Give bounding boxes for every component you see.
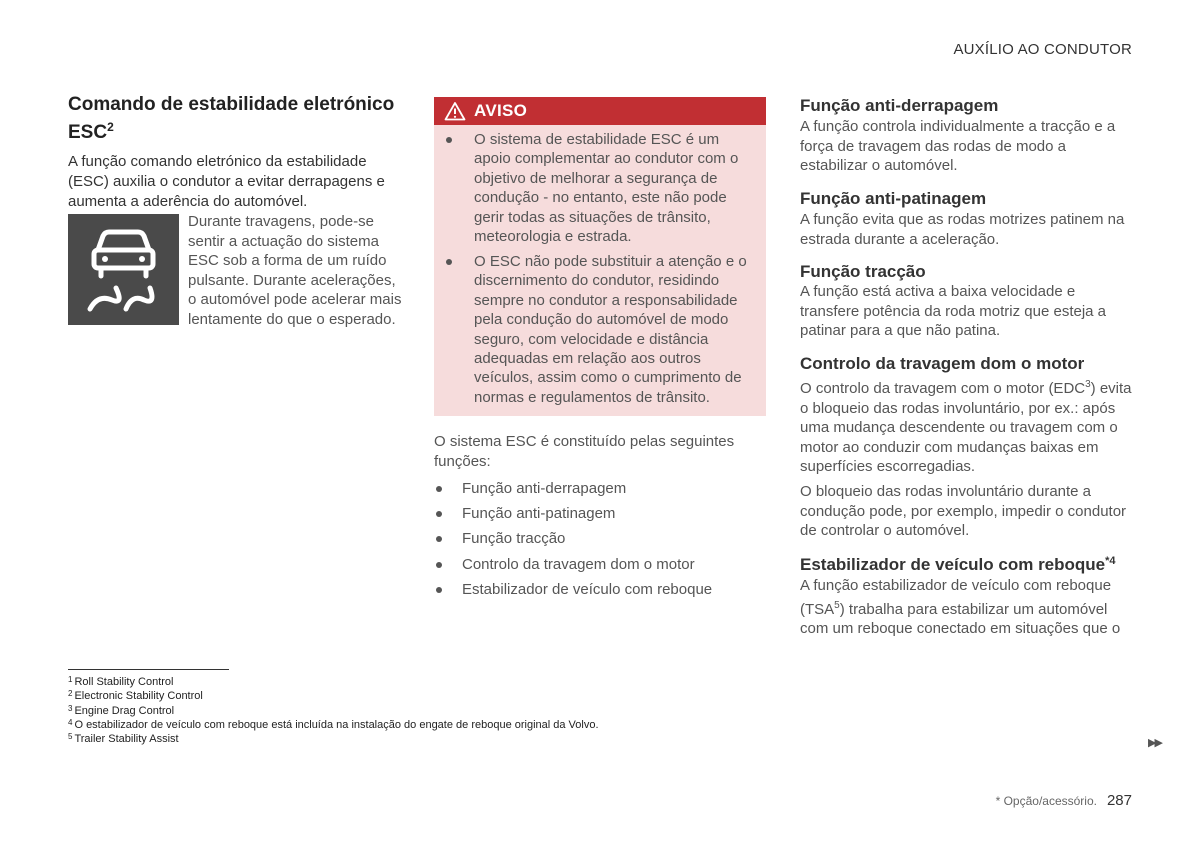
warning-header	[434, 97, 766, 125]
footer	[996, 792, 1132, 809]
footnote-divider	[68, 669, 229, 670]
footnote: $^3$ Engine Drag Control	[68, 704, 175, 717]
list-item: Função tracção	[462, 530, 566, 547]
bullet-dot	[436, 562, 442, 568]
functions-intro: O sistema ESC é constituído pelas seguintes funções:	[434, 433, 735, 470]
section-body-anti-skid: A função controla individualmente a tracção e a força de travagem das rodas de modo a estabilizar o automóvel.	[800, 118, 1116, 174]
bullet-dot	[436, 486, 442, 492]
section-title-anti-spin: Função anti-patinagem	[800, 189, 987, 208]
section-body-engine-drag-2: O bloqueio das rodas involuntário durante a condução pode, por exemplo, impedir o condutor de controlar o automóvel.	[800, 483, 1127, 539]
warning-item: O ESC não pode substituir a atenção e o discernimento do condutor, residindo sempre no condutor a responsabilidade pela condução do automóvel de modo seguro, com velocidade e distância adequadas em relação aos outros veículos, assim como o cumprimento de normas e regulamentos de trânsito.	[474, 252, 756, 407]
section-header: AUXÍLIO AO CONDUTOR	[953, 41, 1132, 58]
icon-description: Durante travagens, pode-se sentir a actuação do sistema ESC sob a forma de um ruído pulsante. Durante acelerações, o automóvel pode acelerar mais lentamente do que o esperado.	[188, 213, 402, 328]
skid-car-icon	[68, 214, 179, 325]
list-item: Função anti-patinagem	[462, 505, 616, 522]
bullet-dot	[436, 587, 442, 593]
section-body-anti-spin: A função evita que as rodas motrizes patinem na estrada durante a aceleração.	[800, 211, 1125, 248]
page-number: 287	[1106, 792, 1132, 809]
page-title: Comando de estabilidade eletrónico ESC$^2$	[68, 94, 395, 143]
warning-title: AVISO	[474, 101, 528, 120]
list-item: Estabilizador de veículo com reboque	[462, 581, 713, 598]
bullet-dot	[436, 511, 442, 517]
section-title-engine-drag: Controlo da travagem dom o motor	[800, 354, 1085, 373]
double-arrow-right-icon[interactable]: ▶▶	[1148, 737, 1161, 749]
left-column	[68, 94, 408, 212]
section-title-traction: Função tracção	[800, 262, 926, 281]
warning-box	[434, 97, 766, 416]
warning-triangle-icon	[444, 101, 466, 126]
section-title-anti-skid: Função anti-derrapagem	[800, 96, 999, 115]
footnote: $^4$ O estabilizador de veículo com reboque está incluída na instalação do engate de reboque original da Volvo.	[68, 718, 599, 731]
option-note: * Opção/acessório.	[995, 794, 1097, 808]
bullet-dot	[436, 536, 442, 542]
bullet-dot	[446, 259, 452, 265]
footnote: $^1$ Roll Stability Control	[68, 675, 174, 688]
bullet-dot	[446, 137, 452, 143]
section-body-trailer-stability: A função estabilizador de veículo com reboque (TSA$^5$) trabalha para estabilizar um automóvel com um reboque conectado em situações que o	[800, 577, 1121, 637]
warning-item: O sistema de estabilidade ESC é um apoio complementar ao condutor com o objetivo de melhorar a segurança de condução - no entanto, este não pode gerir todas as situações de trânsito, meteorologia e estrada.	[474, 130, 756, 246]
list-item: Controlo da travagem dom o motor	[462, 556, 695, 573]
footnote: $^5$ Trailer Stability Assist	[68, 732, 179, 745]
section-body-traction: A função está activa a baixa velocidade e transfere potência da roda motriz que esteja a patinar para a que não patina.	[800, 283, 1107, 339]
footnote: $^2$ Electronic Stability Control	[68, 689, 203, 702]
list-item: Função anti-derrapagem	[462, 480, 627, 497]
intro-paragraph: A função comando eletrónico da estabilidade (ESC) auxilia o condutor a evitar derrapagens e aumenta a aderência do automóvel.	[68, 153, 385, 210]
section-title-trailer-stability: Estabilizador de veículo com reboque$^{*4}$	[800, 555, 1116, 574]
section-body-engine-drag: O controlo da travagem com o motor (EDC$^3$) evita o bloqueio das rodas involuntário, por ex.: após uma mudança descendente ou travagem com o motor ao conduzir com mudanças baixas em superfícies escorregadias.	[800, 379, 1132, 475]
